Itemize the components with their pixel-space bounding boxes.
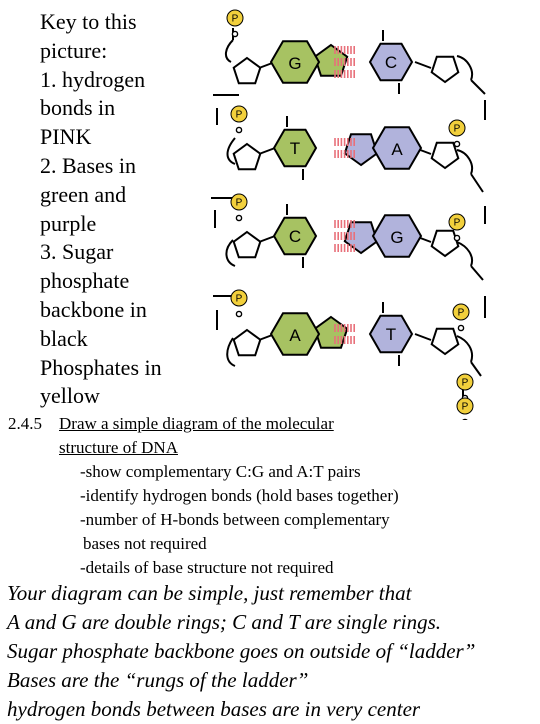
phosphate-label: P bbox=[235, 293, 243, 305]
glycosidic-bond bbox=[415, 334, 431, 340]
note-line: Sugar phosphate backbone goes on outside of “ladder” bbox=[7, 639, 476, 663]
phosphate-oxygen bbox=[454, 235, 459, 240]
key-line: PINK bbox=[40, 124, 92, 150]
base-letter: G bbox=[288, 54, 302, 73]
objective-number: 2.4.5 bbox=[8, 414, 42, 433]
glycosidic-bond bbox=[259, 148, 275, 154]
key-line: black bbox=[40, 325, 88, 351]
phosphate-label: P bbox=[453, 217, 461, 229]
objective-heading bbox=[8, 412, 528, 436]
objective-item: -number of H-bonds between complementary bbox=[80, 510, 390, 529]
key-line: Phosphates in bbox=[40, 354, 162, 380]
key-line: yellow bbox=[40, 383, 100, 409]
key-line: backbone in bbox=[40, 296, 147, 322]
phosphate-label: P bbox=[453, 123, 461, 135]
sugar-ring bbox=[234, 232, 261, 257]
objective-item: bases not required bbox=[83, 534, 207, 553]
base-ring bbox=[345, 134, 377, 165]
phosphate-label: P bbox=[235, 197, 243, 209]
phosphate-oxygen bbox=[236, 311, 241, 316]
phosphate-oxygen bbox=[236, 215, 241, 220]
objective-title-line-1: Draw a simple diagram of the molecular bbox=[59, 414, 334, 433]
dna-diagram bbox=[195, 0, 540, 420]
base-letter: C bbox=[288, 227, 302, 246]
sugar-ring bbox=[234, 58, 261, 83]
key-line: bonds in bbox=[40, 95, 116, 121]
notes bbox=[7, 579, 540, 724]
objective-item: -show complementary C:G and A:T pairs bbox=[80, 462, 361, 481]
objective-title-line-2: structure of DNA bbox=[59, 438, 178, 457]
hydrogen-bonds bbox=[335, 46, 354, 78]
base-letter: T bbox=[289, 139, 301, 158]
key-line: phosphate bbox=[40, 268, 130, 294]
glycosidic-bond bbox=[259, 236, 275, 242]
note-line: Bases are the “rungs of the ladder” bbox=[7, 668, 309, 692]
phosphate-label: P bbox=[235, 109, 243, 121]
diagram-key bbox=[40, 8, 210, 411]
note-line: hydrogen bonds between bases are in very center bbox=[7, 697, 421, 721]
key-line: 1. hydrogen bbox=[40, 66, 146, 92]
objective-item: -details of base structure not required bbox=[80, 558, 334, 577]
key-line: green and bbox=[40, 181, 127, 207]
sugar-ring bbox=[432, 143, 459, 168]
objective-item: -identify hydrogen bonds (hold bases together) bbox=[80, 486, 399, 505]
learning-objective bbox=[8, 412, 528, 580]
sugar-ring bbox=[234, 330, 261, 355]
key-line: picture: bbox=[40, 37, 108, 63]
base-ring bbox=[345, 222, 377, 253]
base-letter: A bbox=[391, 140, 403, 159]
glycosidic-bond bbox=[415, 62, 431, 68]
base-letter: G bbox=[390, 228, 404, 247]
note-line: A and G are double rings; C and T are single rings. bbox=[7, 610, 442, 634]
base-letter: A bbox=[289, 326, 301, 345]
key-line: 2. Bases in bbox=[40, 152, 136, 178]
phosphate-label: P bbox=[461, 401, 469, 413]
base-letter: T bbox=[385, 325, 397, 344]
key-line: purple bbox=[40, 210, 97, 236]
phosphate-oxygen bbox=[232, 31, 237, 36]
phosphate-label: P bbox=[231, 13, 239, 25]
sugar-ring bbox=[432, 329, 459, 354]
note-line: Your diagram can be simple, just remember that bbox=[7, 581, 412, 605]
sugar-ring bbox=[432, 57, 459, 82]
phosphate-label: P bbox=[461, 377, 469, 389]
key-line: 3. Sugar bbox=[40, 239, 114, 265]
base-ring bbox=[315, 45, 347, 76]
phosphate-label: P bbox=[457, 307, 465, 319]
hydrogen-bonds bbox=[335, 220, 354, 252]
phosphate-oxygen bbox=[236, 127, 241, 132]
phosphate-oxygen bbox=[454, 141, 459, 146]
phosphate-oxygen bbox=[458, 325, 463, 330]
key-line: Key to this bbox=[40, 9, 137, 34]
sugar-ring bbox=[432, 231, 459, 256]
base-letter: C bbox=[384, 53, 398, 72]
sugar-ring bbox=[234, 144, 261, 169]
base-ring bbox=[315, 317, 347, 348]
